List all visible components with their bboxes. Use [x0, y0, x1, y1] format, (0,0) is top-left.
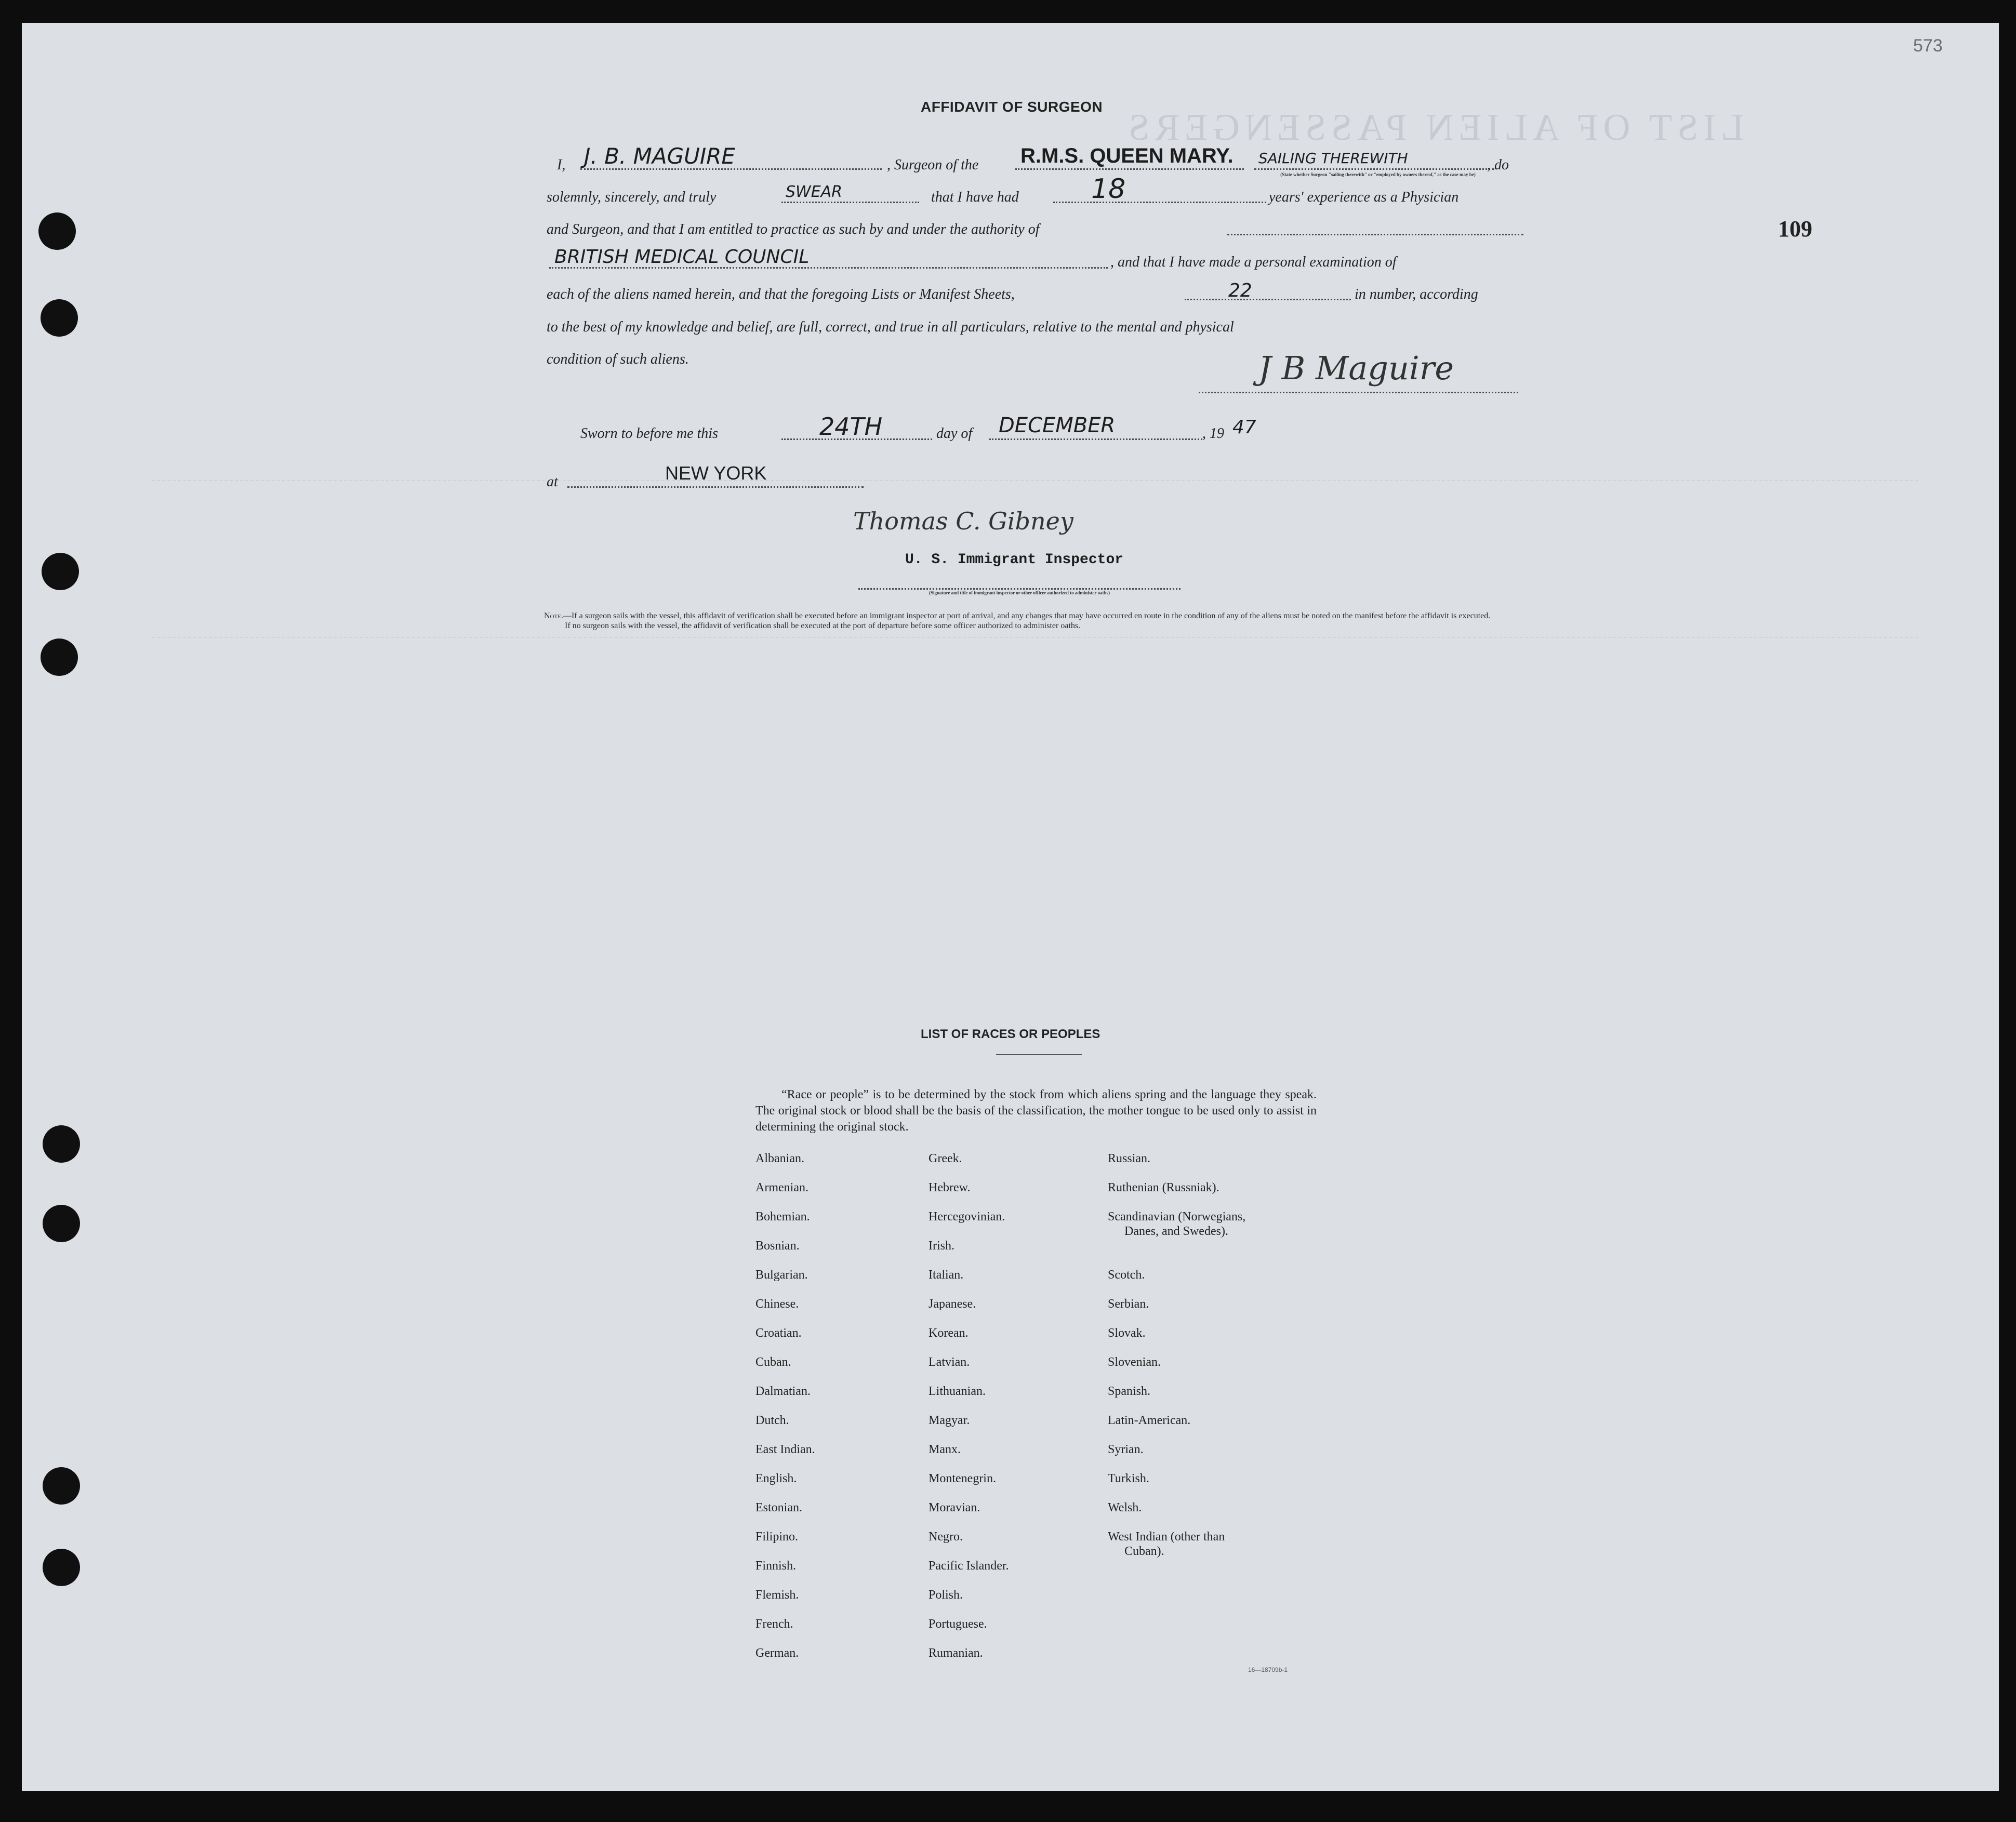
affidavit-note: [544, 611, 1526, 631]
surgeon-signature-line: [1199, 392, 1518, 393]
race-item-scandinavian: [1108, 1209, 1245, 1268]
note-paragraph-2: If no surgeon sails with the vessel, the affidavit of verification shall be executed at the port of departure before some officer authorized to administer oaths.: [565, 621, 1081, 630]
race-item: Rumanian.: [929, 1646, 983, 1660]
race-item: Ruthenian (Russniak).: [1108, 1181, 1219, 1194]
race-item: Serbian.: [1108, 1297, 1149, 1311]
race-item: Welsh.: [1108, 1501, 1142, 1514]
race-item: East Indian.: [755, 1443, 815, 1456]
ship-field: [1015, 168, 1244, 170]
races-title-rule: [996, 1054, 1082, 1055]
race-item: German.: [755, 1646, 799, 1660]
race-item: Slovenian.: [1108, 1355, 1161, 1369]
race-item: Slovak.: [1108, 1326, 1146, 1340]
years-value: 18: [1091, 174, 1126, 205]
punch-hole: [41, 639, 78, 676]
race-item: Moravian.: [929, 1501, 980, 1514]
punch-hole: [38, 212, 76, 250]
race-item: Chinese.: [755, 1297, 799, 1311]
race-item-line: Scandinavian (Norwegians,: [1108, 1210, 1246, 1223]
year-prefix: , 19: [1202, 425, 1224, 442]
note-label: Note.: [544, 611, 563, 620]
race-item: Manx.: [929, 1443, 961, 1456]
corner-mark: 573: [1913, 36, 1943, 56]
note-paragraph-1: [544, 611, 1526, 621]
punch-hole: [41, 299, 78, 337]
race-item: Japanese.: [929, 1297, 976, 1311]
race-item: Bosnian.: [755, 1239, 800, 1253]
race-item: Polish.: [929, 1588, 963, 1602]
day-of-label: day of: [936, 425, 973, 442]
race-item: Bohemian.: [755, 1210, 810, 1223]
race-item: French.: [755, 1617, 793, 1631]
race-item: Spanish.: [1108, 1385, 1151, 1398]
line1-i: I,: [557, 157, 566, 173]
line2-text: solemnly, sincerely, and truly: [547, 189, 717, 205]
race-item: Cuban.: [755, 1355, 791, 1369]
race-item: Montenegrin.: [929, 1472, 996, 1485]
race-item: Dalmatian.: [755, 1385, 811, 1398]
punch-hole: [42, 553, 79, 590]
race-item: Dutch.: [755, 1414, 789, 1427]
race-item: Flemish.: [755, 1588, 799, 1602]
sworn-text: Sworn to before me this: [580, 425, 718, 442]
ship-name: R.M.S. QUEEN MARY.: [1020, 144, 1234, 167]
line5-end: in number, according: [1355, 286, 1478, 302]
races-column-3: [1108, 1151, 1245, 1588]
race-item: Italian.: [929, 1268, 964, 1282]
race-item: Armenian.: [755, 1181, 808, 1194]
sheets-field: [1185, 299, 1351, 300]
race-item: Scotch.: [1108, 1268, 1145, 1282]
years-field: [1053, 202, 1266, 203]
page-number: 109: [1778, 216, 1812, 242]
race-item-line: West Indian (other than: [1108, 1530, 1225, 1544]
race-item: Bulgarian.: [755, 1268, 808, 1282]
race-item: Russian.: [1108, 1152, 1151, 1165]
line1-do: , do: [1487, 157, 1509, 173]
race-item: Hercegovinian.: [929, 1210, 1005, 1223]
race-item: Korean.: [929, 1326, 969, 1340]
at-label: at: [547, 474, 558, 490]
inspector-title: U. S. Immigrant Inspector: [905, 552, 1124, 568]
race-item: Filipino.: [755, 1530, 799, 1544]
place-value: NEW YORK: [665, 462, 767, 484]
surgeon-name: J. B. MAGUIRE: [584, 143, 735, 169]
races-column-2: [929, 1151, 1009, 1675]
line2-mid: that I have had: [931, 189, 1019, 205]
sworn-month-field: [989, 438, 1202, 440]
races-intro: “Race or people” is to be determined by the stock from which aliens spring and the language they speak. The original stock or blood shall be the basis of the classification, the mother tongue to be used only to assist in determining the original stock.: [755, 1088, 1317, 1134]
races-column-3b: [1108, 1268, 1245, 1530]
race-item: English.: [755, 1472, 797, 1485]
line3-text: and Surgeon, and that I am entitled to practice as such by and under the authority of: [547, 221, 1040, 237]
line1-surgeon-of: , Surgeon of the: [887, 157, 979, 173]
punch-hole: [43, 1205, 80, 1242]
race-item: Estonian.: [755, 1501, 802, 1514]
form-code: 16—18709b-1: [1248, 1666, 1288, 1673]
race-item: Latvian.: [929, 1355, 970, 1369]
authority-value: BRITISH MEDICAL COUNCIL: [554, 246, 810, 268]
line2-end: years' experience as a Physician: [1269, 189, 1459, 205]
line6-text: to the best of my knowledge and belief, are full, correct, and true in all particulars, relative to the mental and physical: [547, 319, 1234, 335]
sailing-note: (State whether Surgeon "sailing therewith" or "employed by owners thereof," as the case may be): [1280, 172, 1476, 177]
race-item-line: Danes, and Swedes).: [1124, 1225, 1228, 1238]
race-item: Magyar.: [929, 1414, 970, 1427]
year-suffix: 47: [1232, 417, 1256, 438]
inspector-signature: Thomas C. Gibney: [853, 507, 1073, 535]
race-item: Greek.: [929, 1152, 962, 1165]
affidavit-title: AFFIDAVIT OF SURGEON: [921, 99, 1103, 115]
place-field: [567, 486, 864, 488]
swear-field: [781, 202, 919, 203]
line4-end: , and that I have made a personal examination of: [1110, 254, 1397, 270]
authority-field-1: [1227, 234, 1523, 235]
race-item: Irish.: [929, 1239, 954, 1253]
sailing-status: SAILING THEREWITH: [1258, 150, 1408, 167]
race-item: Croatian.: [755, 1326, 802, 1340]
race-item: Turkish.: [1108, 1472, 1149, 1485]
sworn-day: 24TH: [819, 413, 883, 441]
race-item: Syrian.: [1108, 1443, 1144, 1456]
race-item: Latin-American.: [1108, 1414, 1191, 1427]
sheets-value: 22: [1228, 280, 1252, 301]
sailing-field: [1254, 168, 1494, 170]
race-item: Finnish.: [755, 1559, 797, 1573]
punch-hole: [43, 1549, 80, 1586]
line7-text: condition of such aliens.: [547, 351, 689, 367]
punch-hole: [43, 1125, 80, 1163]
race-item-west-indian: [1108, 1530, 1245, 1588]
punch-hole: [43, 1467, 80, 1505]
race-item: Lithuanian.: [929, 1385, 986, 1398]
swear-value: SWEAR: [786, 183, 843, 201]
sworn-month: DECEMBER: [999, 414, 1116, 437]
race-item: Albanian.: [755, 1152, 804, 1165]
races-column-1: [755, 1151, 815, 1675]
surgeon-signature: J B Maguire: [1258, 349, 1454, 387]
race-item: Pacific Islander.: [929, 1559, 1009, 1573]
bleed-through-heading: LIST OF ALIEN PASSENGERS: [1123, 107, 1744, 148]
race-item: Hebrew.: [929, 1181, 971, 1194]
line5-text: each of the aliens named herein, and that the foregoing Lists or Manifest Sheets,: [547, 286, 1015, 302]
document-sheet: [22, 23, 1999, 1791]
inspector-caption: (Signature and title of immigrant inspector or other officer authorized to administer oaths): [929, 590, 1110, 595]
note-text-1: —If a surgeon sails with the vessel, this affidavit of verification shall be executed before an immigrant inspector at port of arrival, and any changes that may have occurred en route in the condition of any of the aliens must be noted on the manifest before the affidavit is executed.: [563, 611, 1491, 620]
race-item: Negro.: [929, 1530, 963, 1544]
inspector-signature-line: [858, 588, 1181, 590]
race-item-line: Cuban).: [1124, 1545, 1164, 1558]
races-title: LIST OF RACES OR PEOPLES: [921, 1027, 1100, 1041]
race-item: Portuguese.: [929, 1617, 987, 1631]
